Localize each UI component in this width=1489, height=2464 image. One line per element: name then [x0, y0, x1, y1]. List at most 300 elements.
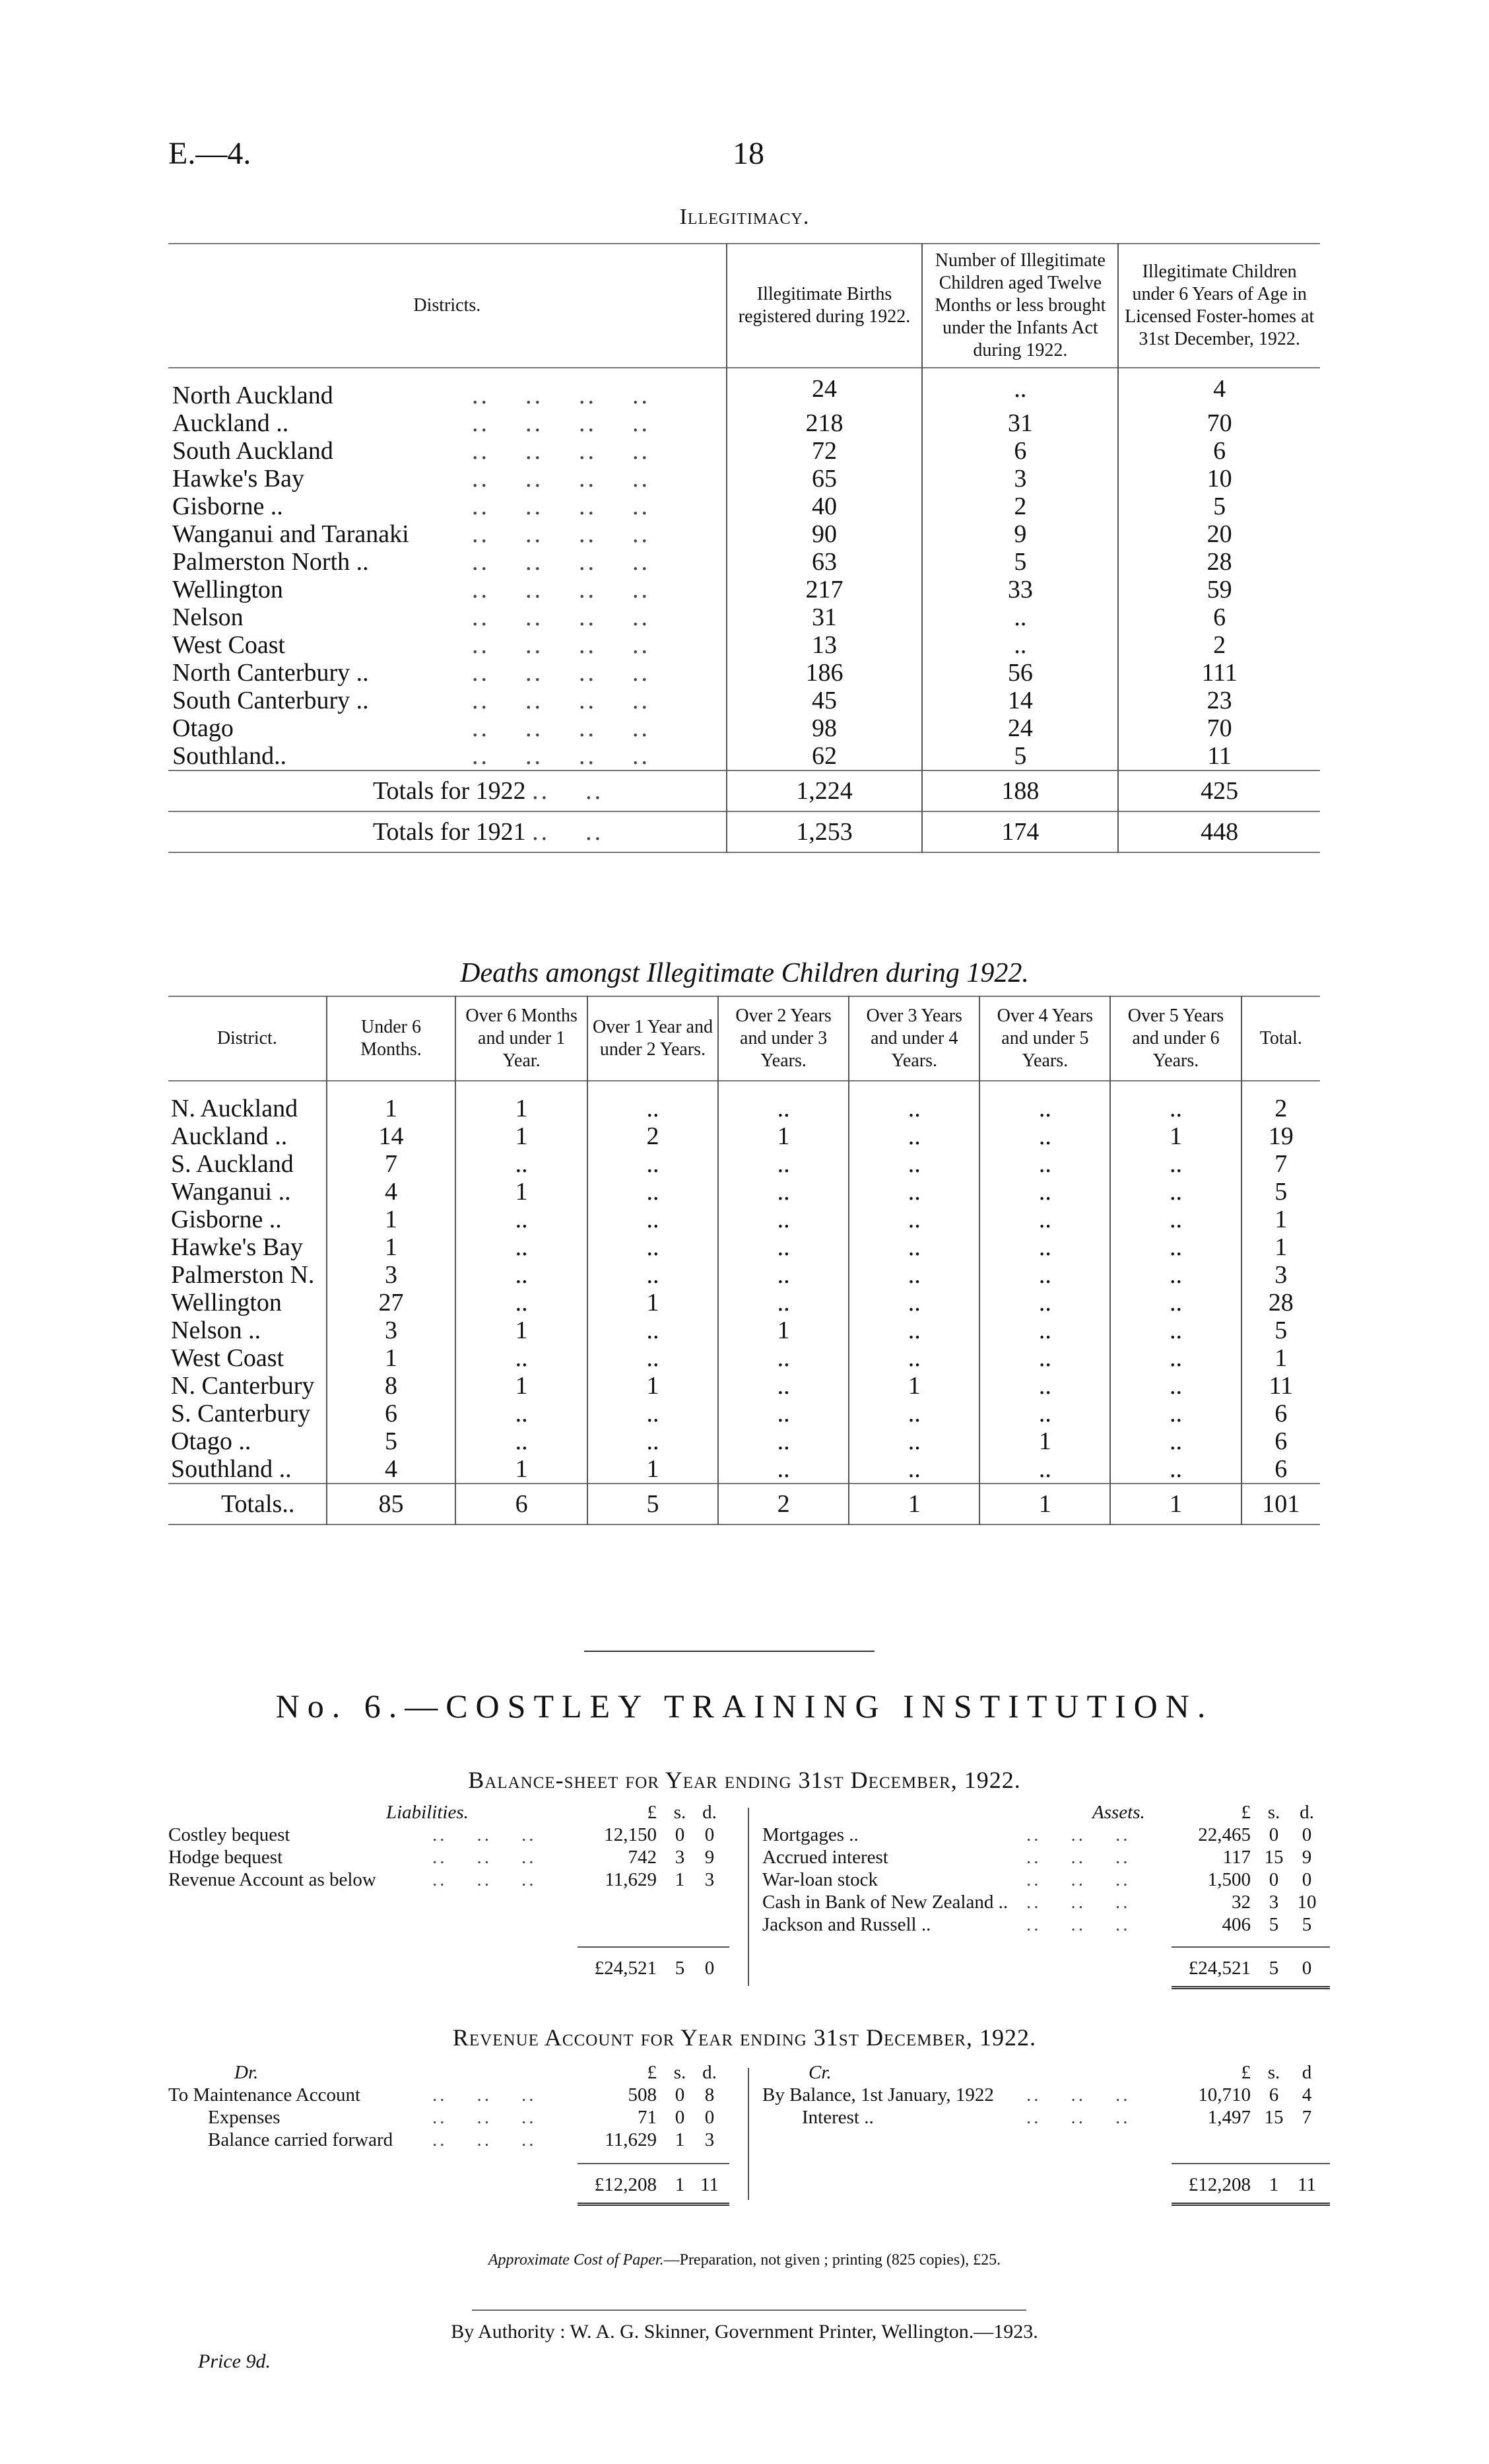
printer-authority: By Authority : W. A. G. Skinner, Government Printer, Wellington.—1923.: [451, 2321, 1038, 2343]
cell-infants: 3: [922, 465, 1118, 493]
deaths-cell: ..: [718, 1261, 849, 1289]
deaths-cell: ..: [849, 1261, 979, 1289]
section-divider: [584, 1651, 875, 1652]
cell-district: West Coast .. .. .. ..: [172, 631, 650, 659]
cell-births: 24: [727, 368, 923, 409]
deaths-cell: 6: [1241, 1400, 1320, 1427]
deaths-cell: ..: [455, 1261, 587, 1289]
deaths-col-4: Over 2 Years and under 3 Years.: [718, 996, 849, 1081]
money-row-label: Balance carried forward: [208, 2129, 393, 2150]
deaths-cell: 6: [1241, 1455, 1320, 1484]
revenue-account-title: Revenue Account for Year ending 31st December, 1922.: [452, 2024, 1037, 2051]
money-shillings: 3: [1269, 1892, 1279, 1913]
money-pounds: 22,465: [1198, 1824, 1251, 1845]
deaths-cell: ..: [979, 1150, 1110, 1178]
deaths-cell: ..: [979, 1261, 1110, 1289]
deaths-cell: ..: [718, 1372, 849, 1400]
deaths-cell: ..: [455, 1427, 587, 1455]
deaths-row: [168, 1081, 1320, 1122]
money-row: Expenses .. .. .. 71 0 0: [168, 2106, 736, 2129]
deaths-totals-label: Totals..: [221, 1490, 295, 1518]
deaths-cell: ..: [455, 1206, 587, 1233]
money-row-label: Interest ..: [802, 2107, 874, 2128]
deaths-row: [168, 1372, 1320, 1400]
cell-births: 72: [727, 437, 923, 465]
deaths-cell: 6: [327, 1400, 456, 1427]
cell-district: Palmerston North .. .. .. .. ..: [172, 548, 650, 576]
district-name: Nelson: [172, 603, 244, 631]
money-row-label: War-loan stock: [762, 1869, 878, 1890]
money-pence: 8: [704, 2084, 715, 2105]
deaths-cell: ..: [455, 1150, 587, 1178]
deaths-cell: 1: [1241, 1344, 1320, 1372]
cell-district: Wanganui and Taranaki .. .. .. ..: [172, 520, 650, 548]
deaths-row: [168, 1344, 1320, 1372]
money-pounds: 11,629: [605, 2129, 657, 2150]
deaths-table: [168, 996, 1320, 1525]
cell-births: 186: [727, 659, 923, 687]
totals-1921-row: Totals for 1921 .. .. 1,253 174 448: [168, 811, 1320, 852]
deaths-cell: 1: [849, 1372, 979, 1400]
money-row: Mortgages .. .. .. .. 22,465 0 0: [762, 1824, 1337, 1846]
deaths-cell: 1: [455, 1455, 587, 1484]
liabilities-heading: Liabilities.: [386, 1802, 469, 1823]
cell-infants: 5: [922, 548, 1118, 576]
deaths-cell: 1: [455, 1317, 587, 1344]
money-shillings: 6: [1269, 2084, 1279, 2105]
deaths-totals-row: [168, 1484, 1320, 1524]
cell-infants: 6: [922, 437, 1118, 465]
cell-births: 217: [727, 576, 923, 603]
money-row: Balance carried forward .. .. .. 11,629 1 3: [168, 2129, 736, 2151]
deaths-cell: ..: [718, 1206, 849, 1233]
deaths-cell: ..: [1110, 1233, 1241, 1261]
illegitimacy-row: [168, 368, 1320, 409]
deaths-cell: ..: [979, 1178, 1110, 1206]
footer-rule: [472, 2310, 1026, 2311]
totals-1921-infants: 174: [922, 811, 1118, 852]
money-pence: 3: [704, 1869, 715, 1890]
cell-infants: 5: [922, 742, 1118, 770]
asset-total-pence: 0: [1302, 1958, 1312, 1979]
deaths-cell: ..: [455, 1233, 587, 1261]
deaths-col-6: Over 4 Years and under 5 Years.: [979, 996, 1110, 1081]
deaths-cell: 1: [587, 1372, 718, 1400]
cell-births: 98: [727, 714, 923, 742]
deaths-cell: ..: [587, 1317, 718, 1344]
deaths-cell: 2: [1241, 1081, 1320, 1122]
deaths-total-cell: 5: [587, 1484, 718, 1524]
money-pence: 0: [1302, 1869, 1312, 1890]
district-name: Otago: [172, 714, 234, 742]
deaths-district: S. Canterbury: [171, 1400, 311, 1427]
cell-foster: 6: [1118, 437, 1320, 465]
deaths-cell: ..: [718, 1081, 849, 1122]
cell-foster: 28: [1118, 548, 1320, 576]
deaths-row: [168, 1455, 1320, 1484]
cell-district: Southland.. .. .. .. ..: [172, 742, 650, 770]
cell-foster: 6: [1118, 603, 1320, 631]
dr-total-shillings: 1: [675, 2174, 685, 2195]
cell-infants: 14: [922, 687, 1118, 714]
money-pounds: 1,500: [1207, 1869, 1251, 1890]
illegitimacy-row: [168, 409, 1320, 437]
cr-total-shillings: 1: [1269, 2174, 1279, 2195]
deaths-row: [168, 1317, 1320, 1344]
money-row: By Balance, 1st January, 1922 .. .. .. 10,710 6 4: [762, 2084, 1337, 2106]
illegitimacy-row: [168, 576, 1320, 603]
district-name: Wanganui and Taranaki: [172, 520, 409, 548]
deaths-total-cell: 1: [979, 1484, 1110, 1524]
deaths-cell: 3: [327, 1261, 456, 1289]
money-shillings: 0: [1269, 1869, 1279, 1890]
deaths-district: West Coast: [171, 1344, 284, 1372]
illegitimacy-row: [168, 493, 1320, 520]
cell-infants: 33: [922, 576, 1118, 603]
cell-foster: 70: [1118, 714, 1320, 742]
cell-district: Nelson .. .. .. ..: [172, 603, 650, 631]
money-row-label: Costley bequest: [168, 1824, 290, 1845]
illegitimacy-row: [168, 603, 1320, 631]
dr-total-pounds: £12,208: [594, 2174, 657, 2195]
deaths-cell: ..: [587, 1400, 718, 1427]
district-name: Gisborne ..: [172, 493, 283, 520]
cell-foster: 5: [1118, 493, 1320, 520]
assets-heading: Assets.: [1092, 1802, 1145, 1823]
liab-shilling-sign: s.: [673, 1802, 686, 1823]
deaths-cell: ..: [718, 1289, 849, 1317]
money-pence: 0: [704, 1824, 715, 1845]
deaths-district: Wellington: [171, 1289, 282, 1317]
illegitimacy-row: [168, 659, 1320, 687]
district-name: South Auckland: [172, 437, 333, 465]
money-row-label: Cash in Bank of New Zealand ..: [762, 1892, 1009, 1913]
money-shillings: 0: [675, 1824, 685, 1845]
cell-foster: 70: [1118, 409, 1320, 437]
cell-district: Otago .. .. .. ..: [172, 714, 650, 742]
deaths-col-5: Over 3 Years and under 4 Years.: [849, 996, 979, 1081]
district-name: West Coast: [172, 631, 286, 659]
illegitimacy-row: [168, 687, 1320, 714]
deaths-cell: ..: [979, 1233, 1110, 1261]
deaths-cell: ..: [1110, 1455, 1241, 1484]
cell-infants: ..: [922, 603, 1118, 631]
cr-pence-sign: d: [1302, 2062, 1312, 2083]
dr-pound-sign: £: [647, 2062, 657, 2083]
deaths-cell: ..: [718, 1233, 849, 1261]
deaths-cell: 7: [1241, 1150, 1320, 1178]
deaths-cell: 1: [455, 1372, 587, 1400]
deaths-cell: 1: [1241, 1206, 1320, 1233]
deaths-total-cell: 6: [455, 1484, 587, 1524]
deaths-cell: 1: [327, 1344, 456, 1372]
money-pounds: 1,497: [1207, 2107, 1251, 2128]
cell-births: 65: [727, 465, 923, 493]
deaths-cell: 6: [1241, 1427, 1320, 1455]
deaths-row: [168, 1178, 1320, 1206]
money-row: War-loan stock .. .. .. 1,500 0 0: [762, 1868, 1337, 1891]
money-pounds: 508: [628, 2084, 657, 2105]
money-row: Jackson and Russell .. .. .. .. 406 5 5: [762, 1913, 1337, 1936]
cell-foster: 10: [1118, 465, 1320, 493]
cell-births: 62: [727, 742, 923, 770]
deaths-cell: ..: [587, 1344, 718, 1372]
money-row-label: To Maintenance Account: [168, 2084, 361, 2105]
deaths-cell: ..: [979, 1455, 1110, 1484]
cell-births: 31: [727, 603, 923, 631]
money-shillings: 0: [675, 2084, 685, 2105]
deaths-cell: ..: [979, 1122, 1110, 1150]
cell-district: Gisborne .. .. .. .. ..: [172, 493, 650, 520]
money-row-label: By Balance, 1st January, 1922: [762, 2084, 994, 2105]
district-name: Southland..: [172, 742, 287, 770]
totals-1922-row: Totals for 1922 .. .. 1,224 188 425: [168, 770, 1320, 811]
asset-pound-sign: £: [1241, 1802, 1251, 1823]
totals-1921-foster: 448: [1118, 811, 1320, 852]
deaths-district: Wanganui ..: [171, 1178, 291, 1206]
deaths-total-cell: 2: [718, 1484, 849, 1524]
cell-foster: 2: [1118, 631, 1320, 659]
deaths-row: [168, 1261, 1320, 1289]
deaths-col-3: Over 1 Year and under 2 Years.: [587, 996, 718, 1081]
deaths-cell: 28: [1241, 1289, 1320, 1317]
deaths-row: [168, 1206, 1320, 1233]
deaths-cell: ..: [587, 1233, 718, 1261]
cell-infants: 9: [922, 520, 1118, 548]
deaths-cell: ..: [979, 1400, 1110, 1427]
district-name: Auckland ..: [172, 409, 289, 437]
deaths-cell: 27: [327, 1289, 456, 1317]
deaths-cell: ..: [979, 1289, 1110, 1317]
cell-district: South Auckland .. .. .. ..: [172, 437, 650, 465]
illegitimacy-row: [168, 465, 1320, 493]
deaths-district: N. Canterbury: [171, 1372, 315, 1400]
deaths-cell: ..: [849, 1178, 979, 1206]
money-pence: 5: [1302, 1914, 1312, 1935]
illegitimacy-row: [168, 714, 1320, 742]
page-number: 18: [733, 136, 764, 171]
cell-infants: 24: [922, 714, 1118, 742]
deaths-cell: ..: [1110, 1081, 1241, 1122]
deaths-cell: 1: [979, 1427, 1110, 1455]
cr-total-pounds: £12,208: [1188, 2174, 1251, 2195]
deaths-cell: 1: [455, 1178, 587, 1206]
deaths-cell: ..: [587, 1178, 718, 1206]
liab-pound-sign: £: [647, 1802, 657, 1823]
money-row: Costley bequest .. .. .. 12,150 0 0: [168, 1824, 736, 1846]
deaths-cell: 1: [455, 1122, 587, 1150]
deaths-row: [168, 1400, 1320, 1427]
totals-1922-label: Totals for 1922: [373, 777, 526, 805]
cell-births: 90: [727, 520, 923, 548]
deaths-cell: 1: [1241, 1233, 1320, 1261]
col-foster-homes: Illegitimate Children under 6 Years of Age in Licensed Foster-homes at 31st December, 1922.: [1118, 244, 1320, 368]
deaths-cell: ..: [1110, 1400, 1241, 1427]
deaths-cell: 14: [327, 1122, 456, 1150]
deaths-cell: ..: [849, 1427, 979, 1455]
money-shillings: 1: [675, 2129, 685, 2150]
deaths-cell: ..: [718, 1344, 849, 1372]
deaths-cell: ..: [849, 1317, 979, 1344]
deaths-cell: ..: [1110, 1178, 1241, 1206]
deaths-cell: 1: [327, 1206, 456, 1233]
illegitimacy-title: Illegitimacy.: [679, 205, 810, 229]
deaths-cell: 19: [1241, 1122, 1320, 1150]
deaths-district: S. Auckland: [171, 1150, 294, 1178]
deaths-cell: ..: [718, 1400, 849, 1427]
money-row: Cash in Bank of New Zealand .. .. .. .. 32 3 10: [762, 1891, 1337, 1913]
deaths-cell: ..: [718, 1427, 849, 1455]
cell-births: 13: [727, 631, 923, 659]
liab-pence-sign: d.: [702, 1802, 717, 1823]
deaths-cell: ..: [1110, 1206, 1241, 1233]
money-row-label: Jackson and Russell ..: [762, 1914, 931, 1935]
money-pounds: 10,710: [1198, 2084, 1251, 2105]
deaths-cell: ..: [1110, 1344, 1241, 1372]
deaths-row: [168, 1427, 1320, 1455]
deaths-cell: 5: [327, 1427, 456, 1455]
cell-foster: 111: [1118, 659, 1320, 687]
deaths-district: Otago ..: [171, 1427, 251, 1455]
cell-infants: 56: [922, 659, 1118, 687]
deaths-district: N. Auckland: [171, 1095, 298, 1122]
deaths-cell: ..: [587, 1261, 718, 1289]
totals-1922-infants: 188: [922, 770, 1118, 811]
deaths-col-7: Over 5 Years and under 6 Years.: [1110, 996, 1241, 1081]
deaths-row: [168, 1289, 1320, 1317]
deaths-total-cell: 1: [1110, 1484, 1241, 1524]
cell-district: Wellington .. .. .. ..: [172, 576, 650, 603]
liab-total-shillings: 5: [675, 1958, 685, 1979]
cell-infants: ..: [922, 368, 1118, 409]
money-pounds: 11,629: [605, 1869, 657, 1890]
money-shillings: 0: [1269, 1824, 1279, 1845]
cost-note-label: Approximate Cost of Paper.: [488, 2251, 664, 2269]
deaths-cell: 1: [587, 1289, 718, 1317]
cell-foster: 11: [1118, 742, 1320, 770]
cell-infants: 31: [922, 409, 1118, 437]
price: Price 9d.: [198, 2350, 271, 2372]
money-row-label: Accrued interest: [762, 1847, 888, 1868]
deaths-cell: 4: [327, 1178, 456, 1206]
cr-shilling-sign: s.: [1267, 2062, 1280, 2083]
deaths-row: [168, 1150, 1320, 1178]
money-shillings: 15: [1264, 2107, 1284, 2128]
dr-total-pence: 11: [700, 2174, 719, 2195]
dr-pence-sign: d.: [702, 2062, 717, 2083]
money-shillings: 1: [675, 1869, 685, 1890]
district-name: Palmerston North ..: [172, 548, 369, 576]
money-row-label: Revenue Account as below: [168, 1869, 376, 1890]
asset-total-pounds: £24,521: [1188, 1958, 1251, 1979]
deaths-cell: 4: [327, 1455, 456, 1484]
totals-1922-foster: 425: [1118, 770, 1320, 811]
deaths-cell: 7: [327, 1150, 456, 1178]
cr-pound-sign: £: [1241, 2062, 1251, 2083]
district-name: North Auckland: [172, 382, 333, 409]
money-pence: 3: [704, 2129, 715, 2150]
deaths-col-2: Over 6 Months and under 1 Year.: [455, 996, 587, 1081]
cell-foster: 20: [1118, 520, 1320, 548]
deaths-cell: ..: [849, 1289, 979, 1317]
deaths-total-cell: 1: [849, 1484, 979, 1524]
deaths-cell: 1: [1110, 1122, 1241, 1150]
deaths-cell: ..: [979, 1344, 1110, 1372]
deaths-cell: ..: [718, 1455, 849, 1484]
deaths-cell: 3: [327, 1317, 456, 1344]
col-births: Illegitimate Births registered during 1922.: [727, 244, 923, 368]
illegitimacy-row: [168, 437, 1320, 465]
cell-district: South Canterbury .. .. .. .. ..: [172, 687, 650, 714]
money-row-label: Expenses: [208, 2107, 281, 2128]
cost-note: [0, 2251, 1489, 2269]
cell-district: North Canterbury .. .. .. .. ..: [172, 659, 650, 687]
deaths-cell: ..: [849, 1400, 979, 1427]
deaths-cell: 1: [455, 1081, 587, 1122]
money-pence: 4: [1302, 2084, 1312, 2105]
deaths-cell: ..: [587, 1150, 718, 1178]
deaths-cell: 11: [1241, 1372, 1320, 1400]
cell-births: 218: [727, 409, 923, 437]
money-row: Accrued interest .. .. .. 117 15 9: [762, 1846, 1337, 1868]
deaths-cell: ..: [1110, 1150, 1241, 1178]
dr-shilling-sign: s.: [673, 2062, 686, 2083]
deaths-cell: 3: [1241, 1261, 1320, 1289]
deaths-cell: ..: [455, 1344, 587, 1372]
deaths-cell: ..: [849, 1455, 979, 1484]
cr-total-pence: 11: [1298, 2174, 1316, 2195]
deaths-cell: ..: [849, 1081, 979, 1122]
asset-total-shillings: 5: [1269, 1958, 1279, 1979]
deaths-cell: 1: [718, 1122, 849, 1150]
document-reference: E.—4.: [168, 136, 251, 171]
money-pence: 10: [1297, 1892, 1317, 1913]
deaths-cell: ..: [455, 1400, 587, 1427]
deaths-cell: ..: [718, 1150, 849, 1178]
cr-heading: Cr.: [809, 2062, 832, 2083]
deaths-cell: ..: [1110, 1372, 1241, 1400]
money-pence: 9: [1302, 1847, 1312, 1868]
money-pounds: 32: [1232, 1892, 1251, 1913]
money-shillings: 0: [675, 2107, 685, 2128]
deaths-cell: ..: [849, 1233, 979, 1261]
deaths-cell: ..: [979, 1081, 1110, 1122]
money-row: Revenue Account as below .. .. .. 11,629 1 3: [168, 1868, 736, 1891]
deaths-cell: 1: [327, 1081, 456, 1122]
deaths-cell: ..: [849, 1206, 979, 1233]
money-pounds: 71: [638, 2107, 657, 2128]
deaths-total-cell: 101: [1241, 1484, 1320, 1524]
deaths-cell: ..: [1110, 1261, 1241, 1289]
deaths-col-0: District.: [216, 1028, 277, 1048]
cell-district: Hawke's Bay .. .. .. ..: [172, 465, 650, 493]
deaths-cell: ..: [979, 1206, 1110, 1233]
money-row-label: Hodge bequest: [168, 1847, 283, 1868]
deaths-district: Palmerston N.: [171, 1261, 315, 1289]
deaths-total-cell: 85: [327, 1484, 456, 1524]
deaths-district: Auckland ..: [171, 1122, 288, 1150]
cell-births: 63: [727, 548, 923, 576]
deaths-district: Nelson ..: [171, 1317, 261, 1344]
deaths-cell: ..: [455, 1289, 587, 1317]
cell-births: 40: [727, 493, 923, 520]
asset-shilling-sign: s.: [1267, 1802, 1280, 1823]
deaths-cell: ..: [849, 1122, 979, 1150]
deaths-cell: ..: [1110, 1289, 1241, 1317]
money-row: Interest .. .. .. .. 1,497 15 7: [762, 2106, 1337, 2129]
money-shillings: 3: [675, 1847, 685, 1868]
balance-sheet-title: Balance-sheet for Year ending 31st December, 1922.: [468, 1767, 1021, 1793]
